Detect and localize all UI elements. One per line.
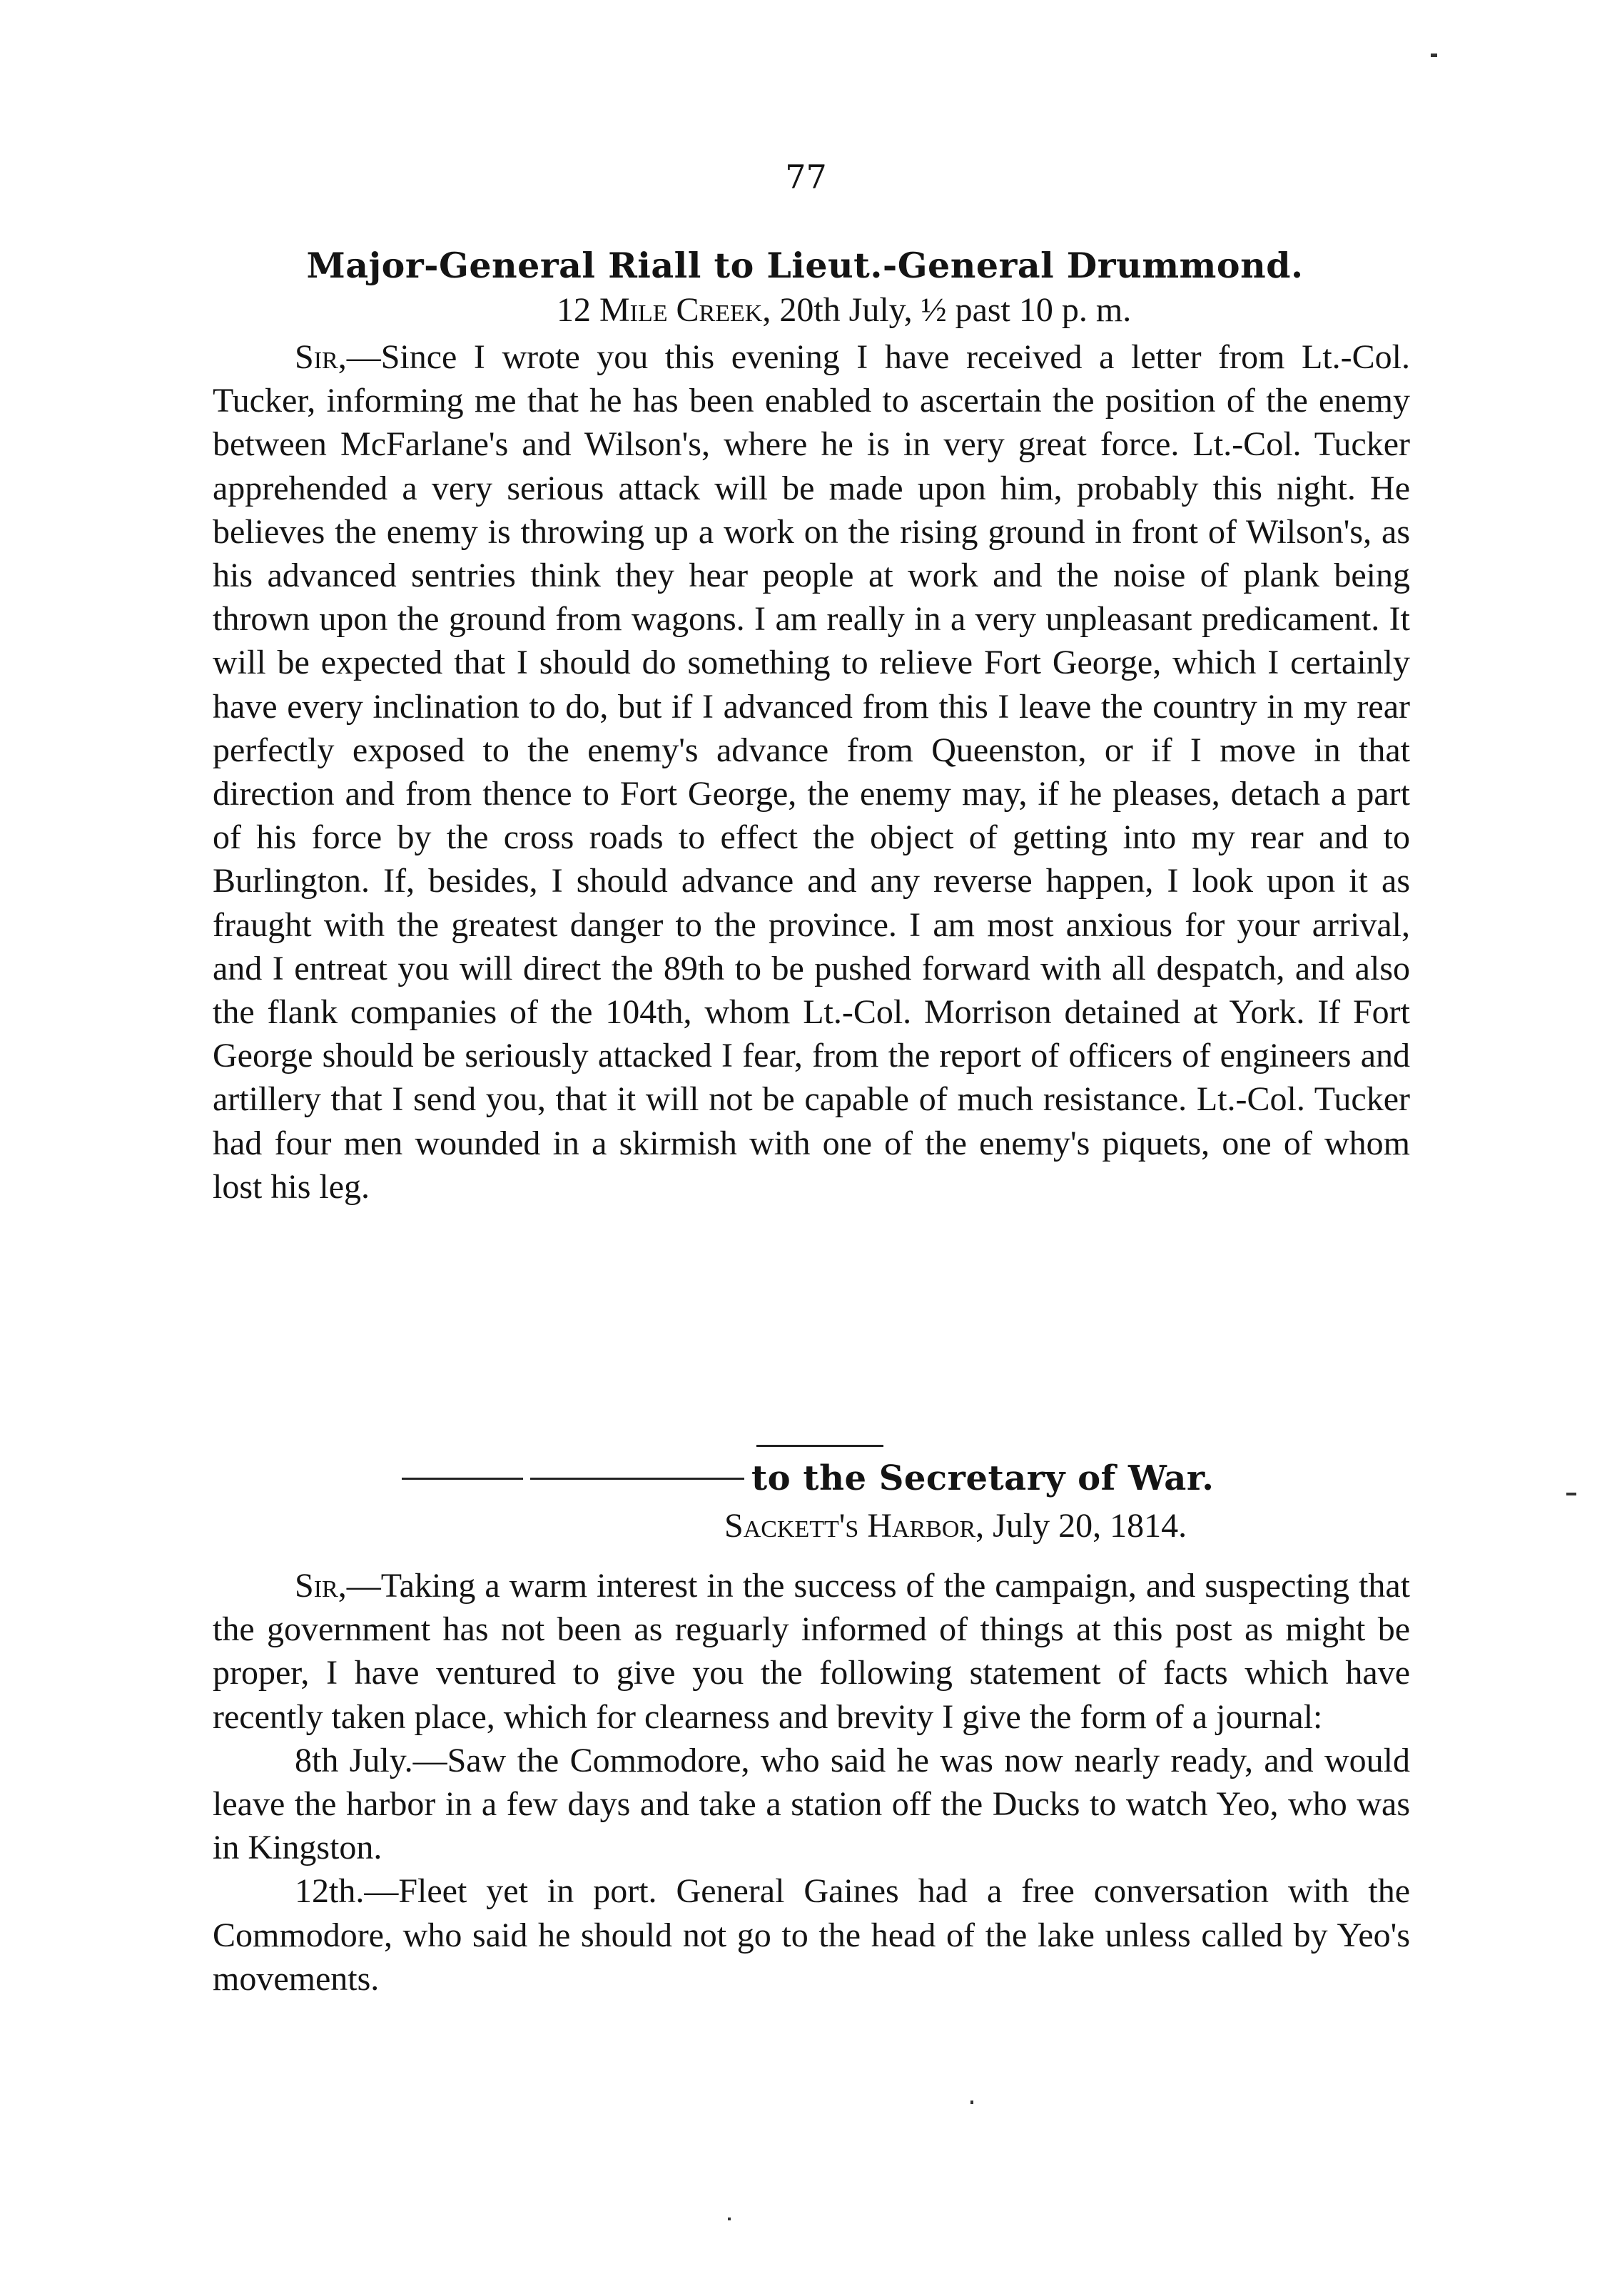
blank-name-rule-1 xyxy=(402,1478,523,1480)
journal-entry: 8th July.—Saw the Commodore, who said he was now nearly ready, and would leave the harbor in a few days and take a station off the Ducks to watch Yeo, who was in Kingston. xyxy=(213,1741,1410,1867)
scan-speck xyxy=(1566,1493,1576,1495)
letter-1-dateline-place: 12 Mile Creek xyxy=(557,291,763,329)
letter-2-intro: ,—Taking a warm interest in the success of the campaign, and suspecting that the government has not been as reguarly informed of things at this post as might be proper, I have ventured to give you the following statement of facts which have recently taken place, which for clearness and brevity I give the form of a journal: xyxy=(213,1567,1410,1736)
letter-2-body xyxy=(213,1564,1410,2001)
letter-2-dateline-rest: , July 20, 1814. xyxy=(975,1507,1187,1545)
letter-1-body xyxy=(213,335,1410,1209)
letter-1-heading: Major-General Riall to Lieut.-General Drummond. xyxy=(306,245,1304,286)
journal-entry: 12th.—Fleet yet in port. General Gaines had a free conversation with the Commodore, who said he should not go to the head of the lake unless called by Yeo's movements. xyxy=(213,1872,1410,1998)
scan-speck xyxy=(728,2218,731,2220)
letter-1-text: ,—Since I wrote you this evening I have received a letter from Lt.-Col. Tucker, informing me that he has been enabled to ascertain the position of the enemy between McFarlane's and Wilson's, where he is in very great force. Lt.-Col. Tucker apprehended a very serious attack will be made upon him, probably this night. He believes the enemy is throwing up a work on the rising ground in front of Wilson's, as his advanced sentries think they hear people at work and the noise of plank being thrown upon the ground from wagons. I am really in a very unpleasant predicament. It will be expected that I should do something to relieve Fort George, which I certainly have every inclination to do, but if I advanced from this I leave the country in my rear perfectly exposed to the enemy's advance from Queenston, or if I move in that direction and from thence to Fort George, the enemy may, if he pleases, detach a part of his force by the cross roads to effect the object of getting into my rear and to Burlington. If, besides, I should advance and any reverse happen, I look upon it as fraught with the greatest danger to the province. I am most anxious for your arrival, and I entreat you will direct the 89th to be pushed forward with all despatch, and also the flank companies of the 104th, whom Lt.-Col. Morrison detained at York. If Fort George should be seriously attacked I fear, from the report of officers of engineers and artillery that I send you, that it will not be capable of much resistance. Lt.-Col. Tucker had four men wounded in a skirmish with one of the enemy's piquets, one of whom lost his leg. xyxy=(213,338,1410,1206)
letter-1-dateline-rest: , 20th July, ½ past 10 p. m. xyxy=(762,291,1132,329)
letter-1-paragraph xyxy=(213,335,1410,1209)
letter-2-heading-line xyxy=(402,1456,1415,1501)
blank-name-rule-2 xyxy=(530,1478,744,1480)
letter-2-dateline xyxy=(724,1504,1409,1548)
page-number: 77 xyxy=(785,158,827,196)
scan-speck xyxy=(1431,54,1437,57)
letter-2-salutation: Sir xyxy=(295,1567,338,1605)
section-divider xyxy=(756,1445,883,1447)
scan-speck xyxy=(970,2101,973,2104)
letter-1-dateline xyxy=(557,288,1413,332)
letter-2-intro-paragraph xyxy=(213,1564,1410,1739)
letter-1-salutation: Sir xyxy=(295,338,338,376)
letter-2-dateline-place: Sackett's Harbor xyxy=(724,1507,976,1545)
letter-2-heading: to the Secretary of War. xyxy=(751,1458,1215,1498)
